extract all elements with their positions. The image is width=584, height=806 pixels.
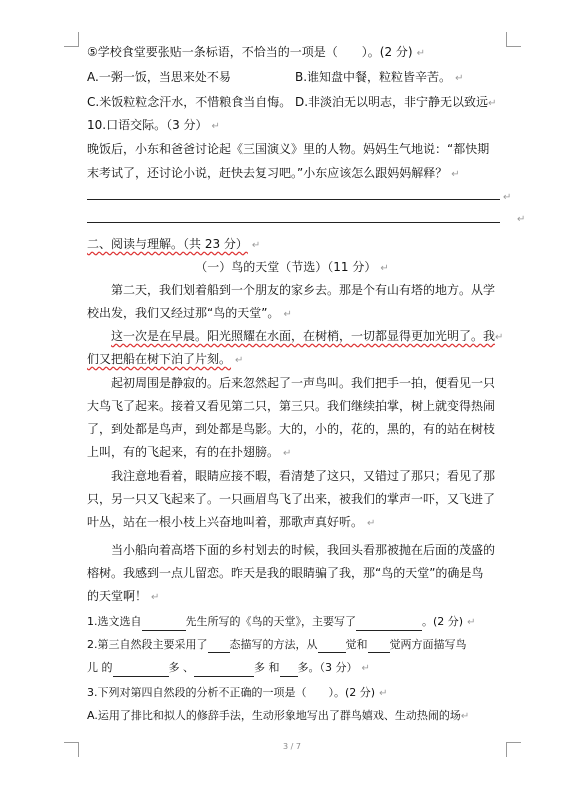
answer-blank[interactable] bbox=[318, 640, 346, 653]
passage-line bbox=[87, 351, 243, 369]
paragraph-mark: ↵ bbox=[211, 121, 220, 132]
passage-text: 们又把船在树下泊了片刻。 bbox=[87, 352, 232, 366]
paragraph-mark: ↵ bbox=[488, 98, 497, 109]
page-number: 3 / 7 bbox=[283, 742, 301, 751]
q5-options-ab bbox=[87, 69, 464, 85]
q5-option-d-wrap bbox=[295, 94, 496, 112]
q5-option-a: A.一粥一饭，当思来处不易 bbox=[87, 70, 231, 84]
passage-text: 我注意地看着，眼睛应接不暇，看清楚了这只，又错过了那只；看见了那 bbox=[111, 469, 496, 483]
passage-title: （一）鸟的天堂（节选）（11 分） bbox=[195, 260, 377, 274]
question-3-option-a-text: A.运用了排比和拟人的修辞手法，生动形象地写出了群鸟嬉戏、生动热闹的场 bbox=[87, 709, 461, 722]
section2-heading-line bbox=[87, 236, 260, 254]
passage-text: 大鸟飞了起来。接着又看见第二只，第三只。我们继续拍掌，树上就变得热闹 bbox=[87, 399, 496, 413]
question-2-text: 2.第三自然段主要采用了 bbox=[87, 638, 208, 651]
answer-line-2 bbox=[87, 222, 500, 223]
answer-blank[interactable] bbox=[142, 618, 186, 631]
q10-text-line-1 bbox=[87, 141, 489, 157]
passage-line bbox=[87, 588, 159, 606]
paragraph-mark: ↵ bbox=[460, 711, 470, 722]
paragraph-mark: ↵ bbox=[283, 448, 292, 459]
answer-blank[interactable] bbox=[194, 664, 254, 677]
passage-line bbox=[87, 514, 375, 532]
q5-option-c: C.米饭粒粒念汗水，不惜粮食当自悔。 bbox=[87, 95, 292, 109]
q10-text-2: 末考试了，还讨论小说，赶快去复习吧。”小东应该怎么跟妈妈解释？ bbox=[87, 166, 448, 180]
q5-option-b: B.谁知盘中餐，粒粒皆辛苦。 bbox=[295, 70, 452, 84]
paragraph-mark: ↵ bbox=[517, 214, 526, 225]
passage-text: 了，到处都是鸟声，到处都是鸟影。大的，小的，花的，黑的，有的站在树枝 bbox=[87, 422, 496, 436]
q10-title-line bbox=[87, 117, 220, 135]
paragraph-mark: ↵ bbox=[367, 518, 376, 529]
passage-text: 校出发，我们又经过那“鸟的天堂”。 bbox=[87, 306, 280, 320]
paragraph-mark: ↵ bbox=[235, 355, 244, 366]
passage-text: 的天堂啊！ bbox=[87, 589, 148, 603]
paragraph-mark: ↵ bbox=[455, 73, 464, 84]
paragraph-mark: ↵ bbox=[416, 48, 425, 59]
q10-text-1: 晚饭后，小东和爸爸讨论起《三国演义》里的人物。妈妈生气地说：“都快期 bbox=[87, 142, 490, 156]
paragraph-mark: ↵ bbox=[283, 309, 292, 320]
answer-blank[interactable] bbox=[368, 640, 390, 653]
paragraph-mark: ↵ bbox=[467, 617, 476, 628]
passage-line bbox=[87, 565, 483, 581]
question-2-text: 态描写的方法，从 bbox=[229, 638, 318, 651]
passage-text: 叶丛，站在一根小枝上兴奋地叫着，那歌声真好听。 bbox=[87, 515, 364, 529]
question-2-line-1 bbox=[87, 637, 467, 653]
q5-option-b-wrap bbox=[295, 69, 463, 87]
answer-line-1 bbox=[87, 199, 500, 200]
passage-title-line bbox=[0, 259, 584, 277]
passage-line bbox=[111, 542, 495, 558]
paragraph-mark: ↵ bbox=[503, 192, 512, 203]
crop-mark-top-right bbox=[506, 32, 521, 47]
passage-line bbox=[87, 444, 291, 462]
passage-line bbox=[111, 468, 495, 484]
passage-line bbox=[111, 282, 495, 298]
question-1-text: 先生所写的《鸟的天堂》，主要写了 bbox=[185, 615, 356, 628]
section2-heading: 二、阅读与理解。（共 23 分） bbox=[87, 237, 248, 251]
paragraph-mark: ↵ bbox=[379, 688, 388, 699]
passage-text: 只，另一只又飞起来了。一只画眉鸟飞了出来，被我们的掌声一吓，又飞进了 bbox=[87, 492, 496, 506]
passage-line bbox=[111, 375, 495, 391]
crop-mark-top-left bbox=[64, 32, 79, 47]
passage-text: 第二天，我们划着船到一个朋友的家乡去。那是个有山有塔的地方。从学 bbox=[111, 283, 496, 297]
question-3-text: 3.下列对第四自然段的分析不正确的一项是（ ）。(2 分) bbox=[87, 686, 376, 699]
question-2-text: 觉两方面描写鸟 bbox=[389, 638, 467, 651]
paragraph-mark: ↵ bbox=[451, 169, 460, 180]
passage-line bbox=[111, 328, 503, 346]
question-1-text: 。(2 分) bbox=[422, 615, 464, 628]
passage-text: 当小船向着高塔下面的乡村划去的时候，我回头看那被抛在后面的茂盛的 bbox=[111, 543, 496, 557]
question-3-option-a bbox=[87, 708, 469, 725]
paragraph-mark: ↵ bbox=[151, 592, 160, 603]
paragraph-mark: ↵ bbox=[380, 263, 389, 274]
question-2-text: 多 、 bbox=[168, 661, 194, 674]
q5-option-d: D.非淡泊无以明志，非宁静无以致远 bbox=[295, 95, 489, 109]
question-2-line-2 bbox=[87, 660, 370, 677]
question-1 bbox=[87, 614, 475, 631]
paragraph-mark: ↵ bbox=[251, 240, 261, 251]
q10-title: 10.口语交际。（3 分） bbox=[87, 118, 208, 132]
question-2-text: 多。（3 分） bbox=[297, 661, 358, 674]
question-3 bbox=[87, 685, 387, 702]
passage-text: 起初周围是静寂的。后来忽然起了一声鸟叫。我们把手一拍，便看见一只 bbox=[111, 376, 496, 390]
answer-blank[interactable] bbox=[280, 664, 298, 677]
question-2-text: 觉和 bbox=[345, 638, 368, 651]
paragraph-mark: ↵ bbox=[361, 663, 370, 674]
q5-options-cd bbox=[87, 94, 497, 110]
answer-blank[interactable] bbox=[356, 618, 422, 631]
passage-text: 榕树。我感到一点儿留恋。昨天是我的眼睛骗了我，那“鸟的天堂”的确是鸟 bbox=[87, 566, 484, 580]
passage-text: 这一次是在早晨。阳光照耀在水面，在树梢，一切都显得更加光明了。我 bbox=[111, 329, 496, 343]
question-2-text: 多 和 bbox=[254, 661, 280, 674]
question-1-text: 1.选文选自 bbox=[87, 615, 142, 628]
q5-stem: ⑤学校食堂要张贴一条标语，不恰当的一项是（ ）。(2 分) bbox=[87, 45, 413, 59]
question-2-text: 儿 的 bbox=[87, 661, 113, 674]
passage-line bbox=[87, 421, 495, 437]
passage-line bbox=[87, 491, 495, 507]
q10-text-line-2 bbox=[87, 165, 460, 183]
passage-text: 上叫，有的飞起来，有的在扑翅膀。 bbox=[87, 445, 280, 459]
paragraph-mark: ↵ bbox=[495, 332, 504, 343]
passage-line bbox=[87, 305, 292, 323]
passage-line bbox=[87, 398, 495, 414]
q5-stem-line bbox=[87, 44, 425, 62]
answer-blank[interactable] bbox=[208, 640, 230, 653]
answer-blank[interactable] bbox=[113, 664, 169, 677]
